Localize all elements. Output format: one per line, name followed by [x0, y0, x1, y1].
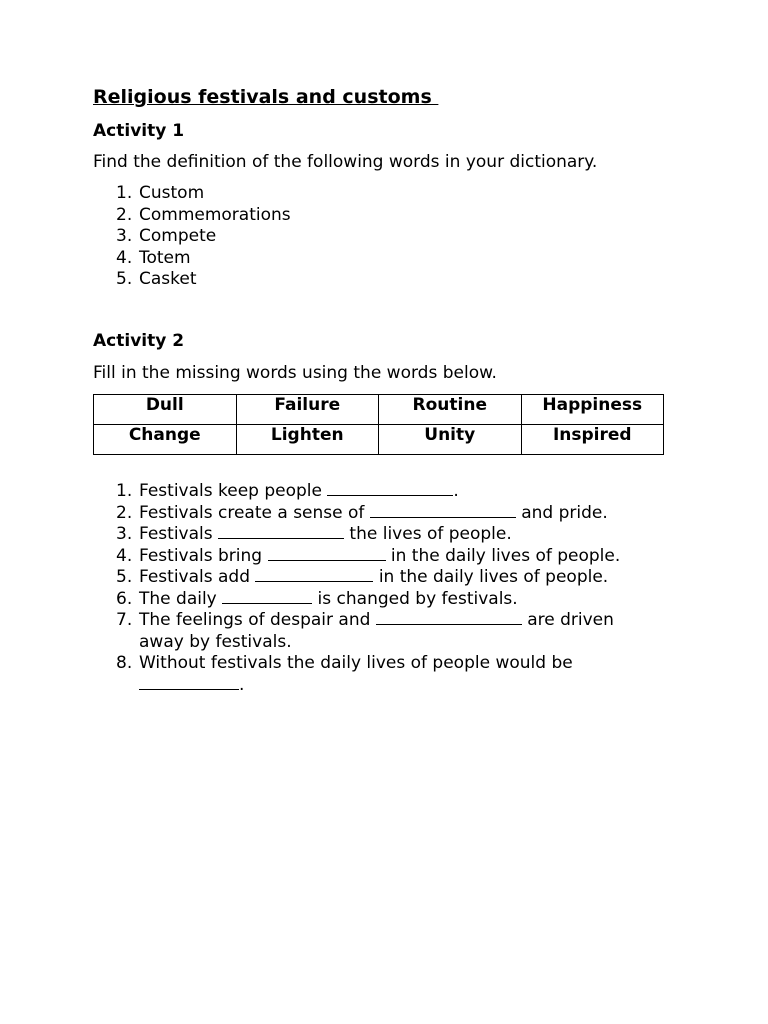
activity-2-instruction: Fill in the missing words using the words below. — [93, 363, 497, 383]
word-bank-cell: Dull — [94, 395, 237, 425]
word-bank-cell: Happiness — [521, 395, 664, 425]
word-item: Totem — [139, 247, 191, 268]
page-title: Religious festivals and customs — [93, 86, 439, 108]
answer-blank[interactable] — [255, 580, 373, 582]
list-item: 1. Custom — [116, 183, 205, 203]
answer-blank[interactable] — [222, 602, 312, 604]
answer-blank[interactable] — [376, 623, 522, 625]
word-item: Casket — [139, 269, 197, 289]
activity-1-heading: Activity 1 — [93, 121, 185, 141]
word-bank-cell: Routine — [379, 395, 522, 425]
word-item: Custom — [139, 183, 205, 203]
list-item: 3. Compete — [116, 226, 217, 246]
table-row — [94, 395, 664, 425]
list-item: 8. Without festivals the daily lives of people would be . — [116, 653, 573, 695]
fill-in-sentence-list — [93, 481, 653, 696]
list-item: 4. Festivals bring in the daily lives of people. — [116, 545, 621, 566]
answer-blank[interactable] — [327, 494, 453, 496]
word-bank-cell: Inspired — [521, 425, 664, 455]
activity-1-word-list — [93, 183, 291, 291]
list-item: 6. The daily is changed by festivals. — [116, 588, 518, 609]
table-row — [94, 425, 664, 455]
word-item: Compete — [139, 226, 217, 246]
word-bank-cell: Lighten — [236, 425, 379, 455]
answer-blank[interactable] — [370, 516, 516, 518]
list-item: 3. Festivals the lives of people. — [116, 524, 512, 544]
list-item: 2. Commemorations — [116, 204, 291, 225]
activity-1-instruction: Find the definition of the following words in your dictionary. — [93, 152, 598, 172]
list-item: 1. Festivals keep people . — [116, 481, 459, 501]
list-item: 4. Totem — [116, 247, 191, 268]
activity-2-heading: Activity 2 — [93, 331, 185, 351]
word-item: Commemorations — [139, 204, 291, 225]
answer-blank[interactable] — [139, 688, 239, 690]
word-bank-cell: Change — [94, 425, 237, 455]
answer-blank[interactable] — [218, 537, 344, 539]
word-bank-cell: Failure — [236, 395, 379, 425]
list-item: 5. Casket — [116, 269, 197, 289]
list-item: 7. The feelings of despair and are driven away by festivals. — [116, 610, 614, 652]
list-item: 2. Festivals create a sense of and pride. — [116, 502, 608, 523]
list-item: 5. Festivals add in the daily lives of people. — [116, 567, 609, 587]
answer-blank[interactable] — [268, 559, 386, 561]
word-bank-table — [93, 394, 664, 455]
word-bank-cell: Unity — [379, 425, 522, 455]
